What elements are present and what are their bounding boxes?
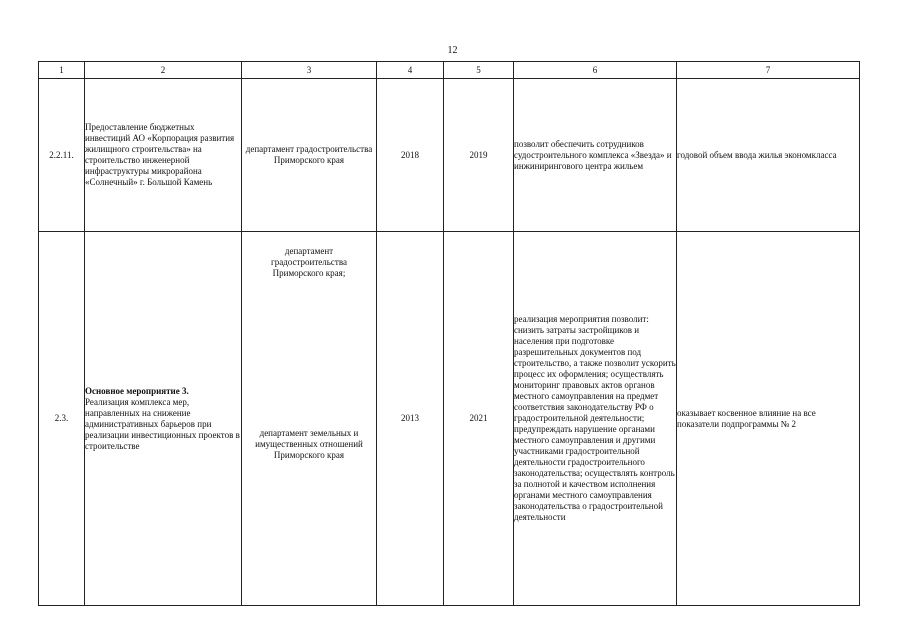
end-year: 2021 (444, 232, 514, 606)
executor-primary: департамент градостроительства Приморского края; (271, 246, 347, 278)
column-header-7: 7 (677, 62, 860, 79)
expected-result: реализация мероприятия позволит: снизить затраты застройщиков и населения при подготовке разрешительных документов под строительство, а также позволит ускорить процесс их оформления; осуществлять мониторинг правовых актов органов местного самоуправления на предмет соответствия законодательству РФ о градостроительной деятельности; предупреждать нарушение органами местного самоуправления и другими участниками градостроительной деятельности градостроительного законодательства; осуществлять контроль за полнотой и качеством исполнения органами местного самоуправления законодательства о градостроительной деятельности (514, 232, 677, 606)
indicator: годовой объем ввода жилья экономкласса (677, 79, 860, 232)
executor: департамент градостроительства Приморского края (242, 79, 377, 232)
start-year: 2018 (377, 79, 444, 232)
expected-result: позволит обеспечить сотрудников судостроительного комплекса «Звезда» и инжинирингового центра жильем (514, 79, 677, 232)
measure-description: Реализация комплекса мер, направленных на снижение административных барьеров при реализации инвестиционных проектов в строительстве (85, 396, 240, 451)
table-row (39, 79, 860, 232)
row-number: 2.2.11. (39, 79, 85, 232)
program-table (38, 61, 860, 606)
start-year: 2013 (377, 232, 444, 606)
end-year: 2019 (444, 79, 514, 232)
page-number: 12 (447, 45, 458, 56)
column-header-5: 5 (444, 62, 514, 79)
measure-title: Основное мероприятие 3. (85, 385, 189, 396)
executor-secondary: департамент земельных и имущественных отношений Приморского края (255, 428, 363, 460)
table-row (39, 232, 860, 606)
executor-cell (242, 232, 377, 606)
indicator: оказывает косвенное влияние на все показатели подпрограммы № 2 (677, 232, 860, 606)
column-header-2: 2 (85, 62, 242, 79)
row-number: 2.3. (39, 232, 85, 606)
measure-name: Предоставление бюджетных инвестиций АО «Корпорация развития жилищного строительства» на строительство инженерной инфраструктуры микрорайона «Солнечный» г. Большой Камень (85, 79, 242, 232)
column-header-6: 6 (514, 62, 677, 79)
measure-name (85, 232, 242, 606)
column-numbers-row (39, 62, 860, 79)
column-header-4: 4 (377, 62, 444, 79)
column-header-3: 3 (242, 62, 377, 79)
column-header-1: 1 (39, 62, 85, 79)
